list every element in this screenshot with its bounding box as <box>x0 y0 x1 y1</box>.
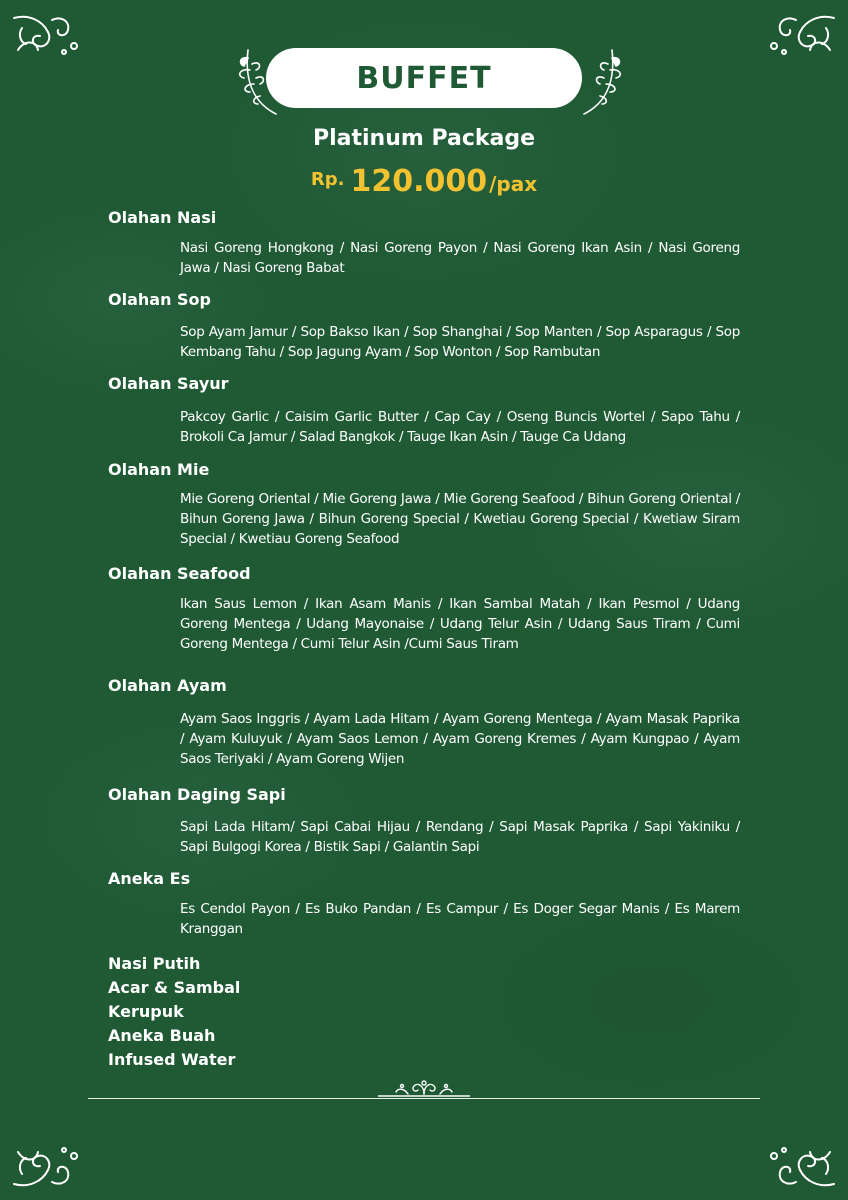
section-heading: Olahan Ayam <box>108 676 227 695</box>
extras-list <box>108 952 240 1072</box>
leaf-branch-right-icon <box>574 44 634 116</box>
package-name: Platinum Package <box>312 126 536 151</box>
corner-ornament-bottom-left <box>8 1142 88 1192</box>
section-heading: Olahan Nasi <box>108 208 217 227</box>
corner-ornament-top-left <box>8 10 88 60</box>
section-heading: Olahan Sayur <box>108 374 229 393</box>
section-heading: Olahan Mie <box>108 460 210 479</box>
corner-ornament-top-right <box>760 10 840 60</box>
menu-title: BUFFET <box>356 60 492 96</box>
section-items: Ikan Saus Lemon / Ikan Asam Manis / Ikan Sambal Matah / Ikan Pesmol / Udang Goreng Mentega / Udang Mayonaise / Udang Telur Asin / Udang Saus Tiram / Cumi Goreng Mentega / Cumi Telur Asin /Cumi Saus Tiram <box>180 596 740 652</box>
extra-item: Infused Water <box>108 1050 236 1069</box>
section-heading: Olahan Daging Sapi <box>108 785 286 804</box>
price-amount: 120.000 <box>350 164 488 199</box>
footer-ornament-icon <box>378 1078 470 1098</box>
title-banner <box>266 48 582 108</box>
section-items: Es Cendol Payon / Es Buko Pandan / Es Campur / Es Doger Segar Manis / Es Marem Kranggan <box>180 901 740 937</box>
section-heading: Olahan Seafood <box>108 564 251 583</box>
extra-item: Nasi Putih <box>108 954 201 973</box>
section-items: Pakcoy Garlic / Caisim Garlic Butter / Cap Cay / Oseng Buncis Wortel / Sapo Tahu / Brokoli Ca Jamur / Salad Bangkok / Tauge Ikan Asin / Tauge Ca Udang <box>180 409 740 445</box>
section-items: Sapi Lada Hitam/ Sapi Cabai Hijau / Rendang / Sapi Masak Paprika / Sapi Yakiniku / Sapi Bulgogi Korea / Bistik Sapi / Galantin Sapi <box>180 819 740 855</box>
section-heading: Aneka Es <box>108 869 191 888</box>
price-currency: Rp. <box>310 169 345 190</box>
section-items: Mie Goreng Oriental / Mie Goreng Jawa / Mie Goreng Seafood / Bihun Goreng Oriental / Bihun Goreng Jawa / Bihun Goreng Special / Kwetiau Goreng Special / Kwetiaw Siram Special / Kwetiau Goreng Seafood <box>180 491 740 547</box>
section-items: Sop Ayam Jamur / Sop Bakso Ikan / Sop Shanghai / Sop Manten / Sop Asparagus / Sop Kembang Tahu / Sop Jagung Ayam / Sop Wonton / Sop Rambutan <box>180 324 740 360</box>
footer-divider <box>88 1098 760 1099</box>
section-heading: Olahan Sop <box>108 290 211 309</box>
section-items: Nasi Goreng Hongkong / Nasi Goreng Payon / Nasi Goreng Ikan Asin / Nasi Goreng Jawa / Nasi Goreng Babat <box>180 240 740 276</box>
extra-item: Aneka Buah <box>108 1026 216 1045</box>
extra-item: Kerupuk <box>108 1002 184 1021</box>
price-unit: /pax <box>489 172 538 196</box>
section-items: Ayam Saos Inggris / Ayam Lada Hitam / Ayam Goreng Mentega / Ayam Masak Paprika / Ayam Kuluyuk / Ayam Saos Lemon / Ayam Goreng Kremes / Ayam Kungpao / Ayam Saos Teriyaki / Ayam Goreng Wijen <box>180 711 740 767</box>
price <box>0 164 848 199</box>
extra-item: Acar & Sambal <box>108 978 241 997</box>
corner-ornament-bottom-right <box>760 1142 840 1192</box>
